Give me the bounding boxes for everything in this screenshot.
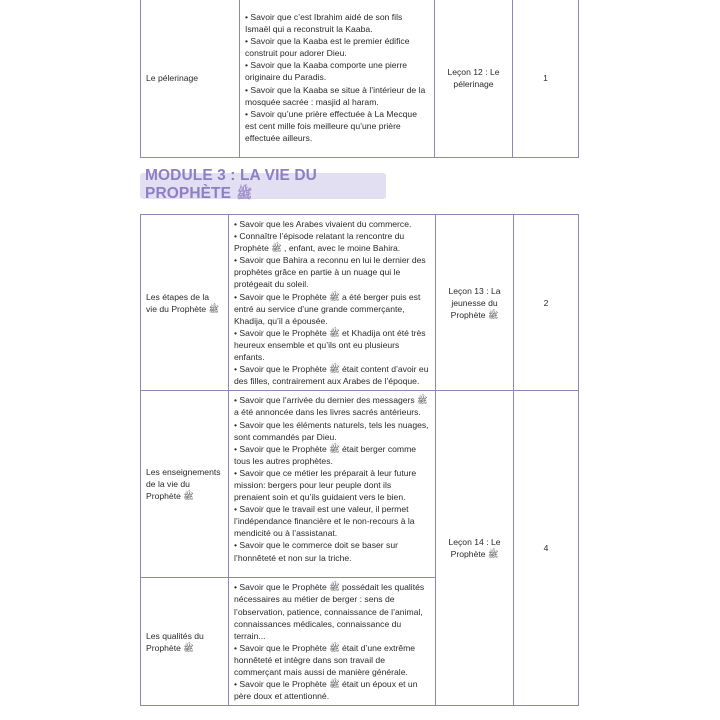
objective-item: • Connaître l’épisode relatant la rencontre du Prophète ﷺ , enfant, avec le moine Bahira. bbox=[234, 231, 405, 254]
topic-cell: Les enseignements de la vie du Prophète ﷺ bbox=[141, 391, 229, 578]
lesson-cell: Leçon 13 : La jeunesse du Prophète ﷺ bbox=[436, 215, 514, 391]
lesson-cell: Leçon 14 : Le Prophète ﷺ bbox=[436, 391, 514, 706]
objective-item: • Savoir que le Prophète ﷺ a été berger puis est entré au service d’une grande commerçante, Khadija, qu’il a épousée. bbox=[234, 291, 421, 326]
objective-item: • Savoir que le commerce doit se baser sur l’honnêteté et non sur la triche. bbox=[234, 540, 398, 563]
objective-item: • Savoir que les éléments naturels, tels les nuages, sont commandés par Dieu. bbox=[234, 419, 429, 442]
hours-cell: 4 bbox=[514, 391, 579, 706]
objective-item: • Savoir que ce métier les préparait à leur future mission: bergers pour leur peuple dont ils prenaient soin et qu’ils guidaient vers le bien. bbox=[234, 467, 417, 503]
objective-item: • Savoir qu’une prière effectuée à La Mecque est cent mille fois meilleure qu’une prière effectuée ailleurs. bbox=[245, 108, 417, 143]
objective-item: • Savoir que les Arabes vivaient du commerce. bbox=[234, 219, 412, 229]
topic-cell: Les qualités du Prophète ﷺ bbox=[141, 578, 229, 706]
curriculum-table-module-3 bbox=[140, 214, 579, 706]
table-row bbox=[141, 0, 579, 158]
objective-item: • Savoir que le Prophète ﷺ et Khadija ont été très heureux ensemble et qu’ils ont eu plusieurs enfants. bbox=[234, 327, 426, 363]
objectives-cell bbox=[229, 215, 436, 391]
objective-item: • Savoir que la Kaaba comporte une pierre originaire du Paradis. bbox=[245, 60, 408, 83]
objectives-cell bbox=[240, 0, 435, 158]
objective-item: • Savoir que la Kaaba est le premier édifice construit pour adorer Dieu. bbox=[245, 36, 410, 59]
objective-item: • Savoir que c’est Ibrahim aidé de son fils Ismaël qui a reconstruit la Kaaba. bbox=[245, 12, 403, 35]
objective-item: • Savoir que l’arrivée du dernier des messagers ﷺ a été annoncée dans les livres sacrés antérieurs. bbox=[234, 395, 428, 418]
objective-item: • Savoir que Bahira a reconnu en lui le dernier des prophètes grâce en partie à un nuage qui le protégeait du soleil. bbox=[234, 255, 426, 290]
lesson-cell: Leçon 12 : Le pélerinage bbox=[435, 0, 513, 158]
topic-cell: Les étapes de la vie du Prophète ﷺ bbox=[141, 215, 229, 391]
objective-item: • Savoir que le travail est une valeur, il permet l’indépendance financière et le non-recours à la mendicité ou à l’assistanat. bbox=[234, 504, 415, 539]
seal-glyph-icon: ﷺ bbox=[236, 186, 253, 201]
hours-cell: 1 bbox=[513, 0, 579, 158]
curriculum-table-top bbox=[140, 0, 579, 158]
hours-cell: 2 bbox=[514, 215, 579, 391]
objective-item: • Savoir que le Prophète ﷺ était d’une extrême honnêteté et intègre dans son travail de commerçant mais aussi de manière générale. bbox=[234, 642, 416, 677]
objective-item: • Savoir que le Prophète ﷺ était un époux et un père doux et attentionné. bbox=[234, 679, 418, 702]
objectives-cell bbox=[229, 391, 436, 578]
table-row bbox=[141, 215, 579, 391]
objective-item: • Savoir que la Kaaba se situe à l’intérieur de la mosquée sacrée : masjid al haram. bbox=[245, 84, 426, 107]
table-row bbox=[141, 391, 579, 578]
topic-cell: Le pélerinage bbox=[141, 0, 240, 158]
module-title-text: MODULE 3 : LA VIE DU PROPHÈTE bbox=[145, 167, 317, 202]
module-banner bbox=[140, 167, 386, 202]
objectives-cell bbox=[229, 578, 436, 706]
objective-item: • Savoir que le Prophète ﷺ était content d’avoir eu des filles, contrairement aux Arabes de l’époque. bbox=[234, 364, 429, 387]
objective-item: • Savoir que le Prophète ﷺ était berger comme tous les autres prophètes. bbox=[234, 443, 417, 466]
objective-item: • Savoir que le Prophète ﷺ possédait les qualités nécessaires au métier de berger : sens de l’observation, patience, connaissance de l’animal, connaissances médicales, connaissance du terrain... bbox=[234, 582, 425, 641]
module-title bbox=[140, 167, 386, 205]
